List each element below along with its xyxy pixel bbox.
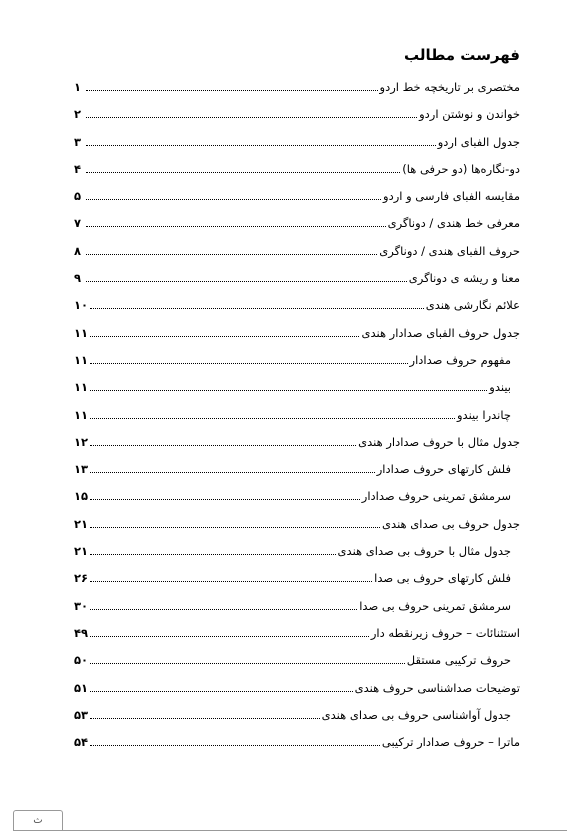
toc-entry-label: توضیحات صداشناسی حروف هندی bbox=[354, 680, 520, 695]
dot-leader bbox=[86, 271, 407, 282]
dot-leader bbox=[90, 489, 360, 500]
toc-entry-label: مفهوم حروف صدادار bbox=[409, 352, 511, 367]
toc-entry[interactable] bbox=[0, 239, 567, 266]
toc-entry-page: ۵۳ bbox=[74, 707, 89, 722]
dot-leader bbox=[90, 653, 405, 664]
dot-leader bbox=[90, 626, 369, 637]
toc-entry-page: ۲ bbox=[74, 107, 82, 122]
toc-entry[interactable] bbox=[0, 211, 567, 238]
toc-entry[interactable] bbox=[0, 676, 567, 703]
dot-leader bbox=[90, 353, 408, 364]
toc-entry[interactable] bbox=[0, 348, 567, 375]
toc-entry-label: معرفی خط هندی / دوناگری bbox=[387, 216, 520, 231]
dot-leader bbox=[86, 80, 378, 91]
toc-entry-page: ۱۱ bbox=[74, 407, 89, 422]
toc-entry[interactable] bbox=[0, 375, 567, 402]
toc-entry-page: ۲۱ bbox=[74, 516, 89, 531]
dot-leader bbox=[90, 544, 335, 555]
footer-page-letter: ث bbox=[13, 810, 63, 831]
toc-entry[interactable] bbox=[0, 75, 567, 102]
toc-entry-label: جدول مثال با حروف صدادار هندی bbox=[358, 434, 520, 449]
toc-entry[interactable] bbox=[0, 730, 567, 757]
toc-entry-label: جدول حروف بی صدای هندی bbox=[382, 516, 520, 531]
toc-entry-label: بیندو bbox=[489, 380, 511, 395]
toc-entry[interactable] bbox=[0, 539, 567, 566]
toc-entry-label: فلش کارتهای حروف صدادار bbox=[376, 462, 511, 477]
toc-entry-label: معنا و ریشه ی دوناگری bbox=[408, 271, 520, 286]
toc-entry-label: چاندرا بیندو bbox=[457, 407, 511, 422]
dot-leader bbox=[90, 681, 353, 692]
toc-entry-page: ۱۱ bbox=[74, 325, 89, 340]
dot-leader bbox=[90, 408, 455, 419]
toc-entry-label: مختصری بر تاریخچه خط اردو bbox=[379, 80, 520, 94]
toc-entry[interactable] bbox=[0, 594, 567, 621]
dot-leader bbox=[90, 708, 320, 719]
toc-entry-label: ماترا – حروف صدادار ترکیبی bbox=[381, 735, 520, 750]
toc-entry-page: ۴۹ bbox=[74, 625, 89, 640]
toc-entry-page: ۱۰ bbox=[74, 298, 89, 313]
toc-entry-label: جدول آواشناسی حروف بی صدای هندی bbox=[321, 707, 511, 722]
toc-entry-page: ۹ bbox=[74, 271, 82, 286]
toc-entry-page: ۱ bbox=[74, 80, 82, 94]
dot-leader bbox=[90, 435, 356, 446]
dot-leader bbox=[86, 162, 400, 173]
toc-entry[interactable] bbox=[0, 457, 567, 484]
dot-leader bbox=[90, 298, 424, 309]
toc-entry[interactable] bbox=[0, 266, 567, 293]
toc-entry-page: ۵۱ bbox=[74, 680, 89, 695]
footer-divider bbox=[13, 830, 567, 831]
dot-leader bbox=[90, 571, 372, 582]
toc-entry-page: ۸ bbox=[74, 243, 82, 258]
toc-entry[interactable] bbox=[0, 102, 567, 129]
toc-entry-page: ۱۱ bbox=[74, 352, 89, 367]
toc-entry-page: ۱۳ bbox=[74, 462, 89, 477]
toc-title: فهرست مطالب bbox=[404, 46, 520, 64]
dot-leader bbox=[86, 216, 386, 227]
toc-entry-page: ۵۴ bbox=[74, 735, 89, 750]
toc-entry[interactable] bbox=[0, 512, 567, 539]
toc-entry-page: ۵۰ bbox=[74, 653, 89, 668]
toc-entry-label: استثنائات – حروف زیرنقطه دار bbox=[370, 625, 520, 640]
toc-entry-label: حروف الفبای هندی / دوناگری bbox=[379, 243, 520, 258]
toc-entry[interactable] bbox=[0, 566, 567, 593]
toc-entry[interactable] bbox=[0, 293, 567, 320]
toc-entry-label: جدول الفبای اردو bbox=[437, 134, 520, 149]
toc-entry-label: علائم نگارشی هندی bbox=[425, 298, 520, 313]
toc-entry-page: ۱۵ bbox=[74, 489, 89, 504]
toc-entry[interactable] bbox=[0, 157, 567, 184]
toc-entry-page: ۷ bbox=[74, 216, 82, 231]
toc-entry-label: جدول مثال با حروف بی صدای هندی bbox=[337, 544, 511, 559]
toc-entry-label: مقایسه الفبای فارسی و اردو bbox=[383, 189, 520, 204]
toc-entry-page: ۵ bbox=[74, 189, 82, 204]
toc-entry[interactable] bbox=[0, 130, 567, 157]
toc-entry[interactable] bbox=[0, 430, 567, 457]
dot-leader bbox=[86, 135, 436, 146]
toc-entry-page: ۱۲ bbox=[74, 434, 89, 449]
toc-entry-page: ۲۶ bbox=[74, 571, 89, 586]
toc-entry-label: سرمشق تمرینی حروف بی صدا bbox=[359, 598, 511, 613]
toc-entry[interactable] bbox=[0, 484, 567, 511]
toc-list bbox=[0, 75, 567, 757]
toc-entry-label: حروف ترکیبی مستقل bbox=[406, 653, 511, 668]
toc-entry[interactable] bbox=[0, 403, 567, 430]
toc-entry-page: ۲۱ bbox=[74, 544, 89, 559]
toc-entry-label: فلش کارتهای حروف بی صدا bbox=[374, 571, 511, 586]
dot-leader bbox=[86, 244, 377, 255]
toc-entry-page: ۴ bbox=[74, 161, 82, 176]
toc-entry-label: جدول حروف الفبای صدادار هندی bbox=[361, 325, 520, 340]
dot-leader bbox=[90, 326, 359, 337]
toc-entry[interactable] bbox=[0, 648, 567, 675]
dot-leader bbox=[90, 599, 357, 610]
toc-entry-label: سرمشق تمرینی حروف صدادار bbox=[361, 489, 511, 504]
toc-entry[interactable] bbox=[0, 184, 567, 211]
toc-entry-page: ۳۰ bbox=[74, 598, 89, 613]
toc-entry[interactable] bbox=[0, 703, 567, 730]
dot-leader bbox=[86, 107, 417, 118]
dot-leader bbox=[90, 380, 487, 391]
toc-entry-label: دو-نگاره‌ها (دو حرفی ها) bbox=[402, 161, 520, 176]
dot-leader bbox=[90, 517, 380, 528]
toc-entry-label: خواندن و نوشتن اردو bbox=[419, 107, 520, 122]
dot-leader bbox=[86, 189, 381, 200]
toc-entry[interactable] bbox=[0, 621, 567, 648]
dot-leader bbox=[90, 735, 380, 746]
toc-entry-page: ۱۱ bbox=[74, 380, 89, 395]
toc-entry-page: ۳ bbox=[74, 134, 82, 149]
toc-entry[interactable] bbox=[0, 321, 567, 348]
dot-leader bbox=[90, 462, 375, 473]
